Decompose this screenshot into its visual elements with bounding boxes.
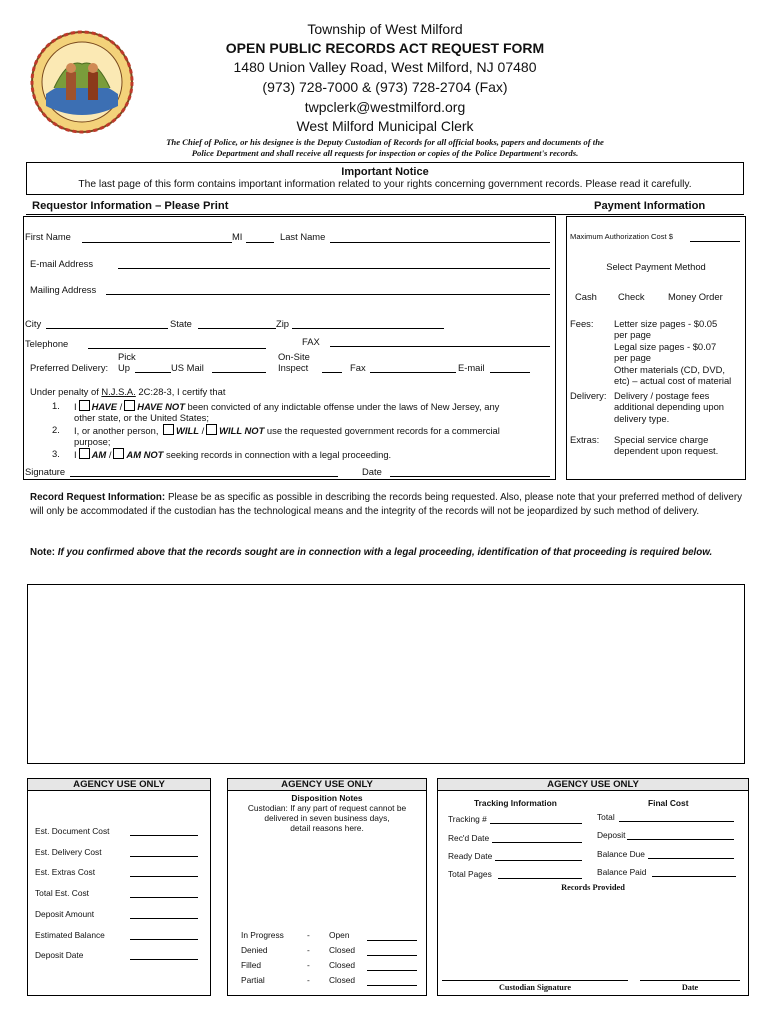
chief-notice-line2: Police Department and shall receive all requests for inspection or copies of the Police Department's records.	[191, 148, 579, 158]
agency-cost-label: Est. Extras Cost	[35, 867, 96, 877]
tracking-info-heading: Tracking Information	[474, 798, 557, 808]
custodian-date-field[interactable]	[640, 980, 740, 981]
zip-label: Zip	[276, 318, 290, 329]
township-name: Township of West Milford	[307, 21, 463, 37]
township-seal	[28, 28, 136, 136]
will-not-checkbox[interactable]	[206, 424, 217, 435]
fax-field[interactable]	[330, 346, 550, 347]
date-field[interactable]	[390, 476, 550, 477]
pick-up-label: Up	[118, 362, 130, 373]
ready-date-field[interactable]	[495, 860, 582, 861]
item1-number: 1.	[52, 400, 60, 411]
check-option[interactable]: Check	[618, 291, 645, 302]
inspect-label: Inspect	[278, 362, 309, 373]
last-name-label: Last Name	[280, 231, 326, 242]
city-label: City	[25, 318, 42, 329]
agency-cost-field[interactable]	[130, 835, 198, 836]
status-label: Filled	[241, 960, 262, 970]
item2-number: 2.	[52, 424, 60, 435]
status-value: Closed	[329, 945, 356, 955]
status-field[interactable]	[367, 970, 417, 971]
email-delivery-label: E-mail	[458, 362, 485, 373]
pick-label: Pick	[118, 351, 136, 362]
fax-delivery-label: Fax	[350, 362, 366, 373]
requestor-heading: Requestor Information – Please Print	[32, 200, 229, 212]
am-not-checkbox[interactable]	[113, 448, 124, 459]
extras-label: Extras:	[570, 434, 600, 445]
disposition-text: Custodian: If any part of request cannot be delivered in seven business days, detail reasons here.	[247, 803, 407, 833]
item2-statement: I, or another person, WILL / WILL NOT use the requested government records for a commercial	[74, 425, 500, 436]
status-dash: -	[307, 960, 310, 970]
status-value: Closed	[329, 975, 356, 985]
mailing-address-label: Mailing Address	[30, 284, 97, 295]
max-cost-field[interactable]	[690, 241, 740, 242]
agency-cost-field[interactable]	[130, 939, 198, 940]
first-name-field[interactable]	[82, 242, 232, 243]
deposit-field[interactable]	[627, 839, 734, 840]
mi-field[interactable]	[246, 242, 274, 243]
important-notice-text: The last page of this form contains important information related to your rights concerning government records. Please read it carefully.	[78, 179, 692, 190]
agency-cost-label: Est. Document Cost	[35, 826, 110, 836]
township-email: twpclerk@westmilford.org	[304, 99, 466, 115]
township-phone: (973) 728-7000 & (973) 728-2704 (Fax)	[262, 79, 508, 95]
record-request-textarea[interactable]	[27, 584, 745, 764]
have-not-checkbox[interactable]	[124, 400, 135, 411]
am-checkbox[interactable]	[79, 448, 90, 459]
will-checkbox[interactable]	[163, 424, 174, 435]
status-field[interactable]	[367, 985, 417, 986]
agency-cost-label: Est. Delivery Cost	[35, 847, 102, 857]
total-pages-label: Total Pages	[448, 869, 492, 879]
agency-cost-field[interactable]	[130, 959, 198, 960]
agency-cost-label: Deposit Amount	[35, 909, 95, 919]
payment-heading: Payment Information	[594, 200, 706, 212]
inspect-field[interactable]	[322, 372, 342, 373]
item3-number: 3.	[52, 448, 60, 459]
money-order-option[interactable]: Money Order	[668, 291, 723, 302]
custodian-date-label: Date	[681, 983, 699, 992]
us-mail-field[interactable]	[212, 372, 266, 373]
agency-costs-heading: AGENCY USE ONLY	[28, 779, 210, 791]
important-notice-box	[26, 162, 744, 195]
tracking-number-field[interactable]	[490, 823, 582, 824]
state-label: State	[170, 318, 192, 329]
disposition-title: Disposition Notes	[291, 793, 363, 803]
signature-label: Signature	[25, 466, 66, 477]
agency-tracking-heading: AGENCY USE ONLY	[438, 779, 748, 791]
status-dash: -	[307, 975, 310, 985]
telephone-field[interactable]	[88, 348, 266, 349]
item2-statement-cont: purpose;	[74, 436, 111, 447]
status-value: Open	[329, 930, 350, 940]
deposit-label: Deposit	[597, 830, 626, 840]
municipal-clerk: West Milford Municipal Clerk	[296, 118, 474, 134]
mailing-address-field[interactable]	[106, 294, 550, 295]
delivery-fees-label: Delivery:	[570, 390, 607, 401]
ready-date-label: Ready Date	[448, 851, 493, 861]
records-provided-label: Records Provided	[561, 883, 625, 892]
custodian-signature-label: Custodian Signature	[499, 983, 571, 992]
agency-disposition-heading: AGENCY USE ONLY	[228, 779, 426, 791]
last-name-field[interactable]	[330, 242, 550, 243]
status-dash: -	[307, 930, 310, 940]
state-field[interactable]	[198, 328, 276, 329]
first-name-label: First Name	[25, 231, 71, 242]
signature-field[interactable]	[70, 476, 338, 477]
on-site-label: On-Site	[278, 351, 310, 362]
zip-field[interactable]	[292, 328, 444, 329]
fax-label: FAX	[302, 336, 320, 347]
status-label: Partial	[241, 975, 265, 985]
status-label: Denied	[241, 945, 268, 955]
city-field[interactable]	[46, 328, 168, 329]
have-checkbox[interactable]	[79, 400, 90, 411]
email-field[interactable]	[118, 268, 550, 269]
item1-statement: I HAVE / HAVE NOT been convicted of any indictable offense under the laws of New Jersey, any	[74, 401, 500, 412]
agency-cost-label: Estimated Balance	[35, 930, 105, 940]
total-pages-field[interactable]	[498, 878, 582, 879]
balance-due-label: Balance Due	[597, 849, 645, 859]
recd-date-label: Rec'd Date	[448, 833, 490, 843]
record-request-info: Record Request Information: Please be as specific as possible in describing the records being requested. Also, please note that your preferred method of delivery will only be accommodated if the custodian has the technological means and the integrity of the records will not be jeopardized by such method of delivery.	[30, 492, 742, 517]
fax-delivery-field[interactable]	[370, 372, 456, 373]
preferred-delivery-label: Preferred Delivery:	[30, 362, 109, 373]
item3-statement: I AM / AM NOT seeking records in connection with a legal proceeding.	[74, 449, 392, 460]
agency-cost-field[interactable]	[130, 918, 198, 919]
delivery-fees-details: Delivery / postage fees additional depending upon delivery type.	[614, 390, 724, 424]
status-value: Closed	[329, 960, 356, 970]
penalty-statement: Under penalty of N.J.S.A. 2C:28-3, I certify that	[30, 386, 226, 397]
township-address: 1480 Union Valley Road, West Milford, NJ 07480	[233, 59, 537, 75]
date-label: Date	[362, 466, 382, 477]
form-title: OPEN PUBLIC RECORDS ACT REQUEST FORM	[225, 40, 545, 56]
us-mail-label: US Mail	[171, 362, 204, 373]
chief-notice-line1: The Chief of Police, or his designee is the Deputy Custodian of Records for all official books, papers and documents of the	[166, 137, 604, 147]
total-label: Total	[597, 812, 615, 822]
status-field[interactable]	[367, 955, 417, 956]
total-field[interactable]	[619, 821, 734, 822]
important-notice-title: Important Notice	[341, 166, 429, 178]
legal-proceeding-note: Note: If you confirmed above that the records sought are in connection with a legal proceeding, identification of that proceeding is required below.	[30, 547, 713, 558]
recd-date-field[interactable]	[492, 842, 582, 843]
agency-cost-label: Deposit Date	[35, 950, 84, 960]
email-label: E-mail Address	[30, 258, 94, 269]
agency-costs-box	[27, 778, 211, 996]
item1-statement-cont: other state, or the United States;	[74, 412, 209, 423]
heading-rule	[26, 214, 744, 215]
telephone-label: Telephone	[25, 338, 69, 349]
agency-cost-field[interactable]	[130, 856, 198, 857]
cash-option[interactable]: Cash	[575, 291, 597, 302]
agency-cost-label: Total Est. Cost	[35, 888, 89, 898]
balance-paid-field[interactable]	[652, 876, 736, 877]
agency-cost-field[interactable]	[130, 876, 198, 877]
select-payment-label: Select Payment Method	[606, 261, 706, 272]
status-label: In Progress	[241, 930, 284, 940]
balance-paid-label: Balance Paid	[597, 867, 647, 877]
tracking-number-label: Tracking #	[448, 814, 487, 824]
fees-details: Letter size pages - $0.05 per page Legal size pages - $0.07 per page Other materials (CD, DVD, etc) – actual cost of material	[614, 318, 732, 387]
status-dash: -	[307, 945, 310, 955]
custodian-signature-field[interactable]	[442, 980, 628, 981]
extras-details: Special service charge dependent upon request.	[614, 434, 719, 457]
email-delivery-field[interactable]	[490, 372, 530, 373]
status-field[interactable]	[367, 940, 417, 941]
fees-label: Fees:	[570, 318, 594, 329]
final-cost-heading: Final Cost	[648, 798, 689, 808]
pick-up-field[interactable]	[135, 372, 171, 373]
mi-label: MI	[232, 231, 243, 242]
agency-cost-field[interactable]	[130, 897, 198, 898]
balance-due-field[interactable]	[648, 858, 734, 859]
max-cost-label: Maximum Authorization Cost $	[570, 232, 673, 241]
